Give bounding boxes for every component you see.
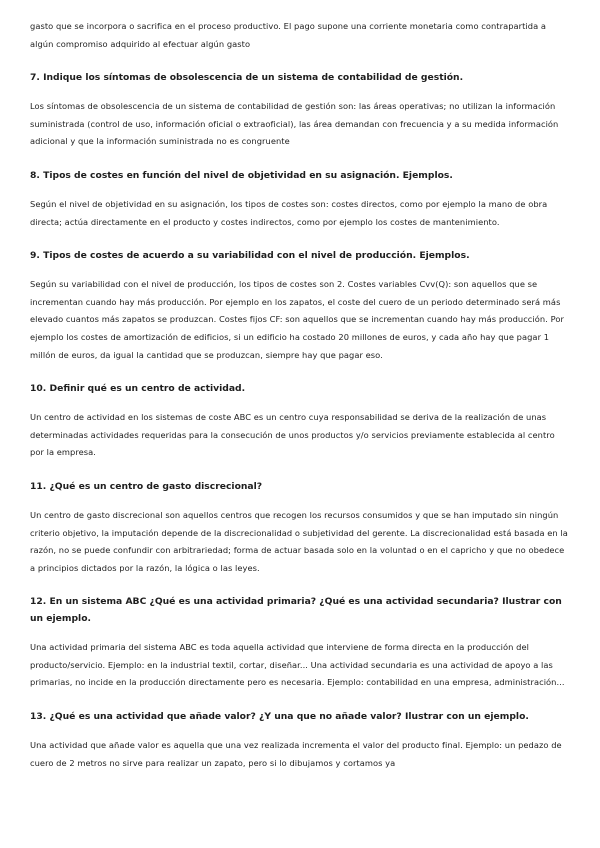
section-8-body: Según el nivel de objetividad en su asignación, los tipos de costes son: costes directos, como por ejemplo la mano de obra directa; actúa directamente en el producto y costes indirectos, como por ejemplo los costes de mantenimiento. (30, 198, 548, 227)
section-9-heading: 9. Tipos de costes de acuerdo a su variabilidad con el nivel de producción. Ejemplos. (30, 250, 470, 262)
section-13-body: Una actividad que añade valor es aquella que una vez realizada incrementa el valor del producto final. Ejemplo: un pedazo de cuero de 2 metros no sirve para realizar un zapato, pero si lo dibujamos y cortamos ya (30, 740, 562, 768)
section-11-body: Un centro de gasto discrecional son aquellos centros que recogen los recursos consumidos y que se han imputado sin ningún criterio objetivo, la imputación depende de la discrecionalidad o subjetividad del gerente. La discrecionalidad está basada en la razón, no se puede confundir con arbitrariedad; forma de actuar basada solo en la voluntad o en el capricho y que no obedece a principios dictados por la razón, la lógica o las leyes. (30, 509, 568, 573)
section-7-body: Los síntomas de obsolescencia de un sistema de contabilidad de gestión son: las áreas operativas; no utilizan la información suministrada (control de uso, información oficial o extraoficial), las área demandan con frecuencia y a su medida información adicional y que la información suministrada no es congruente (30, 101, 559, 147)
section-7-heading: 7. Indique los síntomas de obsolescencia de un sistema de contabilidad de gestión. (30, 72, 464, 84)
section-11-heading: 11. ¿Qué es un centro de gasto discrecional? (30, 480, 263, 492)
section-12-body: Una actividad primaria del sistema ABC es toda aquella actividad que interviene de forma directa en la producción del producto/servicio. Ejemplo: en la industrial textil, cortar, diseñar... Una actividad secundaria es una actividad de apoyo a las primarias, no incide en la producción directamente pero es necesaria. Ejemplo: contabilidad en una empresa, administración... (30, 642, 565, 688)
intro-paragraph: gasto que se incorpora o sacrifica en el proceso productivo. El pago supone una corriente monetaria como contrapartida a algún compromiso adquirido al efectuar algún gasto (30, 21, 547, 49)
section-13-heading: 13. ¿Qué es una actividad que añade valor? ¿Y una que no añade valor? Ilustrar con un ejemplo. (30, 711, 529, 723)
section-10-body: Un centro de actividad en los sistemas de coste ABC es un centro cuya responsabilidad se deriva de la realización de unas determinadas actividades requeridas para la consecución de unos productos y/o servicios previamente establecida al centro por la empresa. (30, 412, 555, 458)
section-12-heading: 12. En un sistema ABC ¿Qué es una actividad primaria? ¿Qué es una actividad secundaria? Ilustrar con un ejemplo. (30, 596, 562, 625)
section-9-body: Según su variabilidad con el nivel de producción, los tipos de costes son 2. Costes variables Cvv(Q): son aquellos que se incrementan cuando hay más producción. Por ejemplo en los zapatos, el coste del cuero de un periodo determinado será más elevado cuantos más zapatos se produzcan. Costes fijos CF: son aquellos que se incrementan cuando hay más producción. Por ejemplo los costes de amortización de edificios, si un edificio ha costado 20 millones de euros, y cada año hay que pagar 1 millón de euros, da igual la cantidad que se produzcan, siempre hay que pagar eso. (30, 279, 564, 360)
section-8-heading: 8. Tipos de costes en función del nivel de objetividad en su asignación. Ejemplos. (30, 169, 453, 181)
section-10-heading: 10. Definir qué es un centro de actividad. (30, 383, 246, 395)
